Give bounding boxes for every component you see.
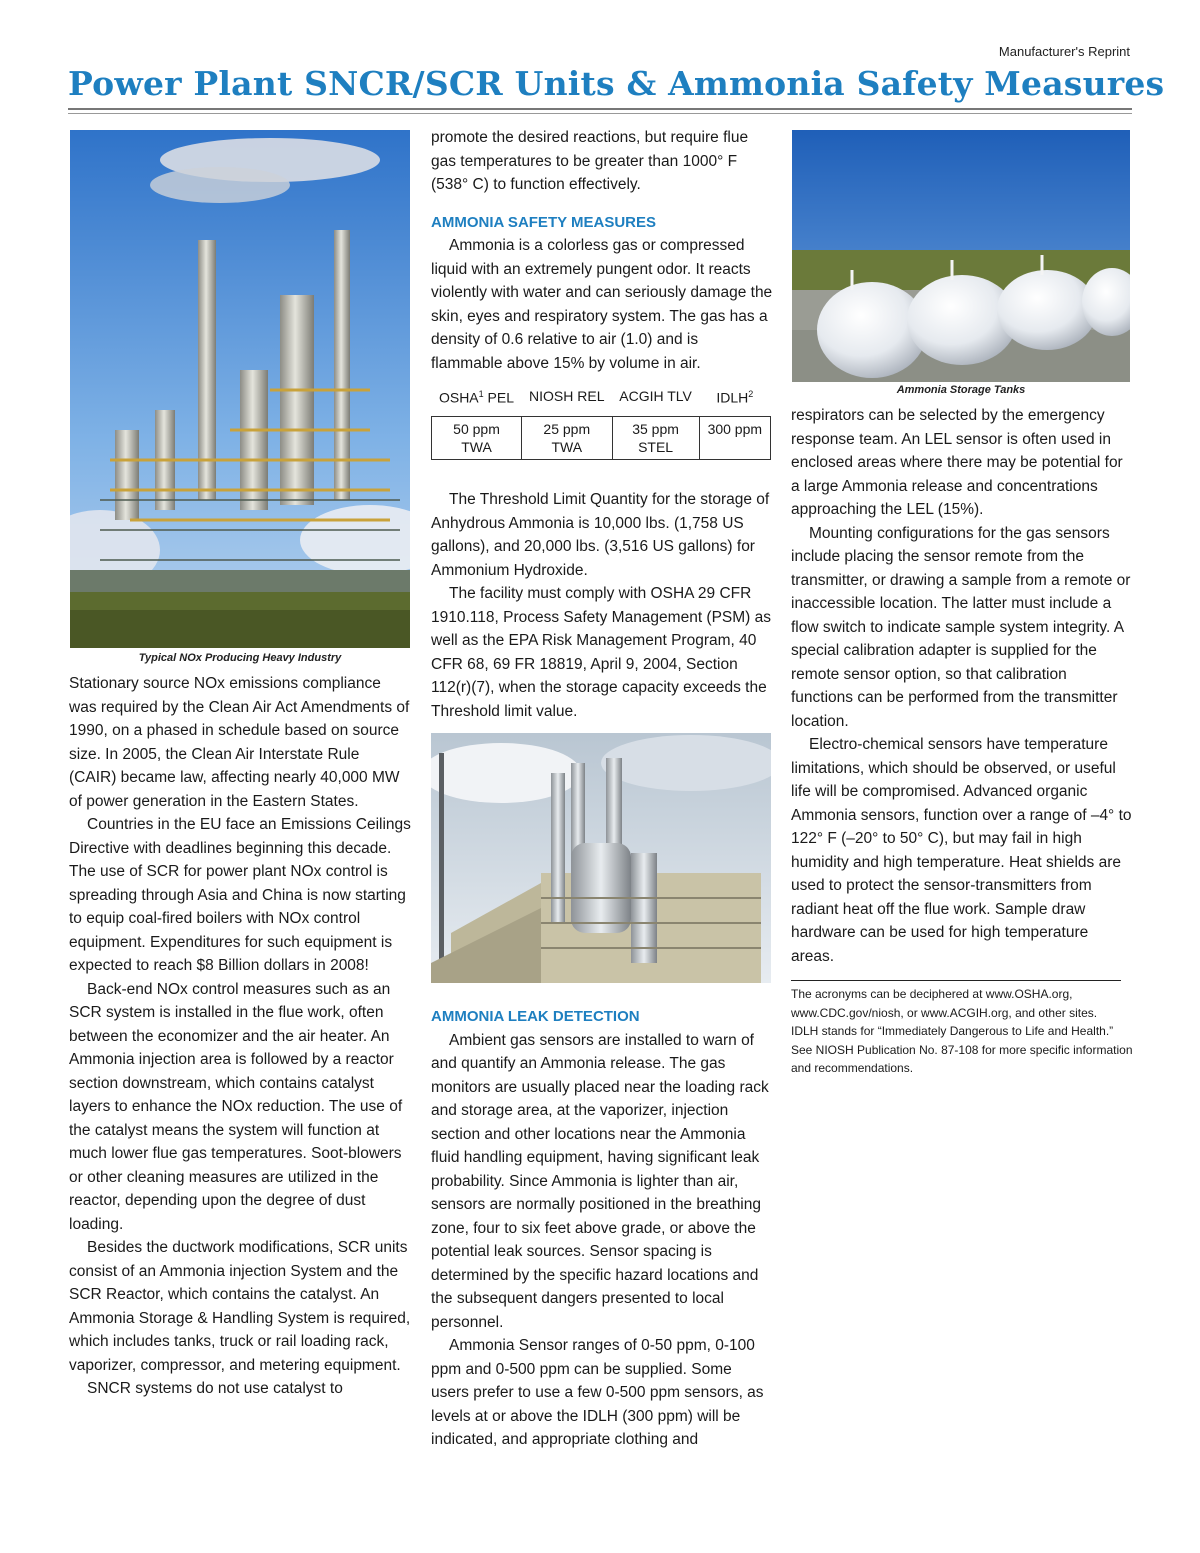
- title-rule: [68, 108, 1132, 110]
- column-1: [69, 672, 411, 1401]
- column-3: [791, 404, 1133, 1078]
- table-header-osha: OSHA$^1$ PEL: [438, 389, 515, 406]
- table-cell-idlh: 300 ppm: [699, 417, 770, 460]
- storage-tanks-photo: [792, 130, 1130, 382]
- footnote-1: The acronyms can be deciphered at www.OSHA.org, www.CDC.gov/niosh, or www.ACGIH.org, and other sites.: [791, 987, 1098, 1020]
- col2-paragraph-0: promote the desired reactions, but require flue gas temperatures to be greater than 1000° F (538° C) to function effectively.: [431, 129, 749, 193]
- col3-paragraph-3: Electro-chemical sensors have temperature limitations, which should be observed, or useful life will be compromised. Advanced organic Ammonia sensors, function over a range of –4° to 122° F (–20° to 50° C), but may fail in high humidity and high temperature. Heat shields are used to protect the sensor-transmitters from radiant heat off the flue work. Sample draw hardware can be used for high temperature areas.: [791, 736, 1132, 965]
- col2-paragraph-3: The facility must comply with OSHA 29 CFR 1910.118, Process Safety Management (PSM) as well as the EPA Risk Management Program, 40 CFR 68, 69 FR 18819, April 9, 2004, Section 112(r)(7), when the storage capacity exceeds the Threshold limit value.: [431, 585, 772, 720]
- col1-paragraph-3: Back-end NOx control measures such as an SCR system is installed in the flue work, often between the economizer and the air heater. An Ammonia injection area is followed by a reactor section downstream, which contains catalyst layers to enhance the NOx reduction. The use of the catalyst means the system will function at much lower flue gas temperatures. Soot-blowers or other cleaning measures are utilized in the reactor, depending upon the degree of dust loading.: [69, 980, 403, 1233]
- title-rule-thin: [68, 113, 1132, 114]
- col2-paragraph-5: Ammonia Sensor ranges of 0-50 ppm, 0-100 ppm and 0-500 ppm can be supplied. Some users prefer to use a few 0-500 ppm sensors, as levels at or above the IDLH (300 ppm) will be indicated, and appropriate clothing and: [431, 1337, 764, 1449]
- footnote-rule: [791, 980, 1121, 981]
- col3-paragraph-2: Mounting configurations for the gas sensors include placing the sensor remote from the transmitter, or drawing a sample from a remote or inaccessible location. The latter must include a flow switch to indicate sample system integrity. A special calibration adapter is supplied for the remote sensor option, so that calibration functions can be performed from the transmitter location.: [791, 524, 1131, 730]
- storage-tanks-caption: Ammonia Storage Tanks: [896, 384, 1026, 396]
- refinery-caption: Typical NOx Producing Heavy Industry: [138, 652, 342, 664]
- section-heading-leak: AMMONIA LEAK DETECTION: [431, 1008, 640, 1026]
- reprint-label: Manufacturer's Reprint: [998, 44, 1130, 59]
- scr-unit-illustration: [431, 733, 771, 983]
- refinery-photo: [70, 130, 410, 648]
- table-cell-niosh: 25 ppm TWA: [522, 417, 613, 460]
- exposure-limits-table: [431, 383, 771, 460]
- col1-paragraph-2: Countries in the EU face an Emissions Ceilings Directive with deadlines beginning this decade. The use of SCR for power plant NOx control is spreading through Asia and China is now starting to equip coal-fired boilers with NOx control equipment. Expenditures for such equipment is expected to reach $8 Billion dollars in 2008!: [69, 816, 411, 974]
- col2-paragraph-2: The Threshold Limit Quantity for the storage of Anhydrous Ammonia is 10,000 lbs. (1,758 US gallons), and 20,000 lbs. (3,516 US gallons) for Ammonium Hydroxide.: [431, 491, 770, 579]
- col1-paragraph-1: Stationary source NOx emissions compliance was required by the Clean Air Act Amendments of 1990, on a phased in schedule based on source size. In 2005, the Clean Air Interstate Rule (CAIR) became law, affecting nearly 40,000 MW of power generation in the Eastern States.: [69, 675, 410, 810]
- storage-tanks-illustration: [792, 130, 1130, 382]
- footnote-2: IDLH stands for “Immediately Dangerous to Life and Health.” See NIOSH Publication No. 87-108 for more specific information and recommendations.: [791, 1024, 1133, 1075]
- col1-paragraph-5: SNCR systems do not use catalyst to: [87, 1380, 343, 1397]
- page-title: Power Plant SNCR/SCR Units & Ammonia Safety Measures: [68, 64, 1165, 103]
- table-cell-osha: 50 ppm TWA: [432, 417, 522, 460]
- refinery-illustration: [70, 130, 410, 648]
- table-cell-acgih: 35 ppm STEL: [612, 417, 699, 460]
- table-header-idlh: IDLH$^2$: [716, 389, 754, 406]
- column-2: [431, 126, 773, 1452]
- col2-paragraph-1: Ammonia is a colorless gas or compressed liquid with an extremely pungent odor. It reacts violently with water and can seriously damage the skin, eyes and respiratory system. The gas has a density of 0.6 relative to air (1.0) and is flammable above 15% by volume in air.: [431, 237, 773, 372]
- section-heading-safety: AMMONIA SAFETY MEASURES: [431, 213, 657, 231]
- table-header-acgih: ACGIH TLV: [619, 387, 692, 404]
- scr-unit-photo: [431, 733, 771, 983]
- col1-paragraph-4: Besides the ductwork modifications, SCR units consist of an Ammonia injection System and the SCR Reactor, which contains the catalyst. An Ammonia Storage & Handling System is required, which includes tanks, truck or rail loading rack, vaporizer, compressor, and metering equipment.: [69, 1239, 411, 1374]
- table-header-niosh: NIOSH REL: [529, 387, 605, 404]
- col2-paragraph-4: Ambient gas sensors are installed to warn of and quantify an Ammonia release. The gas monitors are usually placed near the loading rack and storage area, at the vaporizer, injection section and other locations near the Ammonia fluid handling equipment, having significant leak probability. Since Ammonia is lighter than air, sensors are normally positioned in the breathing zone, four to six feet above grade, or above the potential leak sources. Sensor spacing is determined by the specific hazard locations and the subsequent dangers presented to local personnel.: [431, 1031, 769, 1331]
- col3-paragraph-1: respirators can be selected by the emergency response team. An LEL sensor is often used in enclosed areas where there may be potential for a large Ammonia release and concentrations approaching the LEL (15%).: [791, 407, 1123, 518]
